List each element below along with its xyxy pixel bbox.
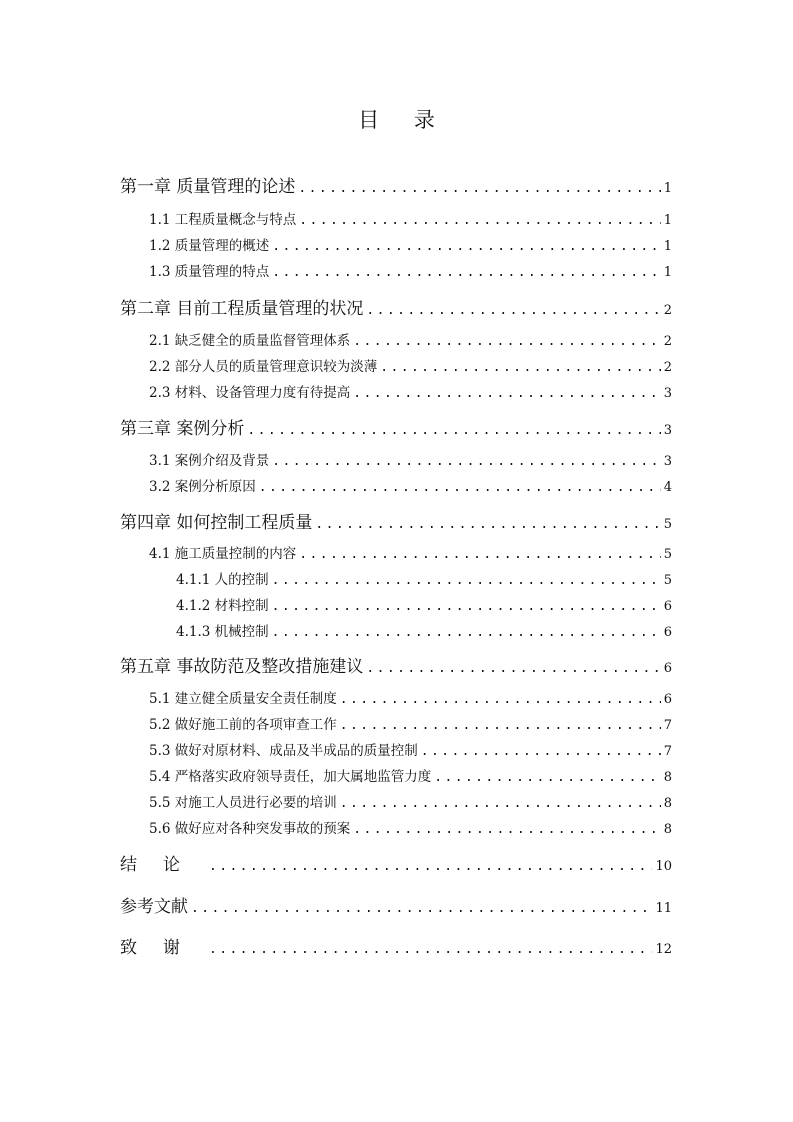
dot-leader <box>340 718 661 733</box>
toc-entry-label: 2.1 缺乏健全的质量监督管理体系 <box>149 333 351 349</box>
toc-entry[interactable] <box>149 355 672 375</box>
dot-leader <box>366 661 660 676</box>
toc-entry-page: 6 <box>663 661 672 676</box>
toc-entry-label: 第一章 质量管理的论述 <box>120 177 296 197</box>
toc-entry-page: 7 <box>663 718 672 733</box>
toc-entry-page: 7 <box>663 744 672 759</box>
dot-leader <box>353 334 660 349</box>
toc-entry[interactable] <box>120 850 672 875</box>
toc-entry[interactable] <box>149 449 672 469</box>
toc-entry-page: 3 <box>663 386 672 401</box>
dot-leader <box>353 386 660 401</box>
toc-entry[interactable] <box>149 791 672 811</box>
toc-entry[interactable] <box>149 713 672 733</box>
toc-entry-label: 5.5 对施工人员进行必要的培训 <box>149 795 337 811</box>
toc-entry-label: 2.3 材料、设备管理力度有待提高 <box>149 385 351 401</box>
toc-entry[interactable] <box>149 381 672 401</box>
toc-entry-label: 3.2 案例分析原因 <box>149 479 256 495</box>
dot-leader <box>259 480 661 495</box>
toc-entry-page: 8 <box>663 822 672 837</box>
toc-entry[interactable] <box>149 329 672 349</box>
toc-entry-page: 1 <box>663 239 672 254</box>
dot-leader <box>340 796 661 811</box>
toc-entry-page: 8 <box>663 796 672 811</box>
toc-entry-label: 结论 <box>120 855 206 875</box>
dot-leader <box>298 181 660 196</box>
toc-entry-page: 2 <box>663 360 672 375</box>
toc-title: 目 录 <box>358 108 449 132</box>
toc-entry[interactable] <box>176 620 672 640</box>
toc-entry[interactable] <box>120 933 672 958</box>
toc-entry-label: 参考文献 <box>120 897 188 917</box>
toc-entry[interactable] <box>149 687 672 707</box>
toc-entry-page: 1 <box>663 265 672 280</box>
toc-entry-page: 5 <box>663 547 672 562</box>
dot-leader <box>209 859 652 874</box>
toc-entry[interactable] <box>120 294 672 319</box>
toc-entry-label: 5.6 做好应对各种突发事故的预案 <box>149 821 351 837</box>
toc-entry-label: 1.3 质量管理的特点 <box>149 264 270 280</box>
toc-entry-page: 2 <box>663 303 672 318</box>
toc-entry[interactable] <box>120 414 672 439</box>
toc-entry-label: 4.1.3 机械控制 <box>176 624 269 640</box>
toc-entry-label: 4.1 施工质量控制的内容 <box>149 546 297 562</box>
toc-entry-page: 3 <box>663 423 672 438</box>
dot-leader <box>380 360 660 375</box>
toc-entry-page: 3 <box>663 454 672 469</box>
dot-leader <box>272 573 661 588</box>
toc-entry[interactable] <box>149 765 672 785</box>
dot-leader <box>247 423 660 438</box>
toc-entry[interactable] <box>149 739 672 759</box>
dot-leader <box>272 265 660 280</box>
dot-leader <box>209 942 652 957</box>
toc-entry[interactable] <box>120 172 672 197</box>
toc-entry-label: 4.1.2 材料控制 <box>176 598 269 614</box>
toc-entry[interactable] <box>176 568 672 588</box>
toc-entry-label: 第二章 目前工程质量管理的状况 <box>120 299 364 319</box>
toc-entry-label: 第五章 事故防范及整改措施建议 <box>120 657 364 677</box>
toc-entry-label: 5.1 建立健全质量安全责任制度 <box>149 691 337 707</box>
toc-entry-page: 2 <box>663 334 672 349</box>
toc-entry-label: 1.1 工程质量概念与特点 <box>149 212 297 228</box>
toc-entry[interactable] <box>149 817 672 837</box>
dot-leader <box>366 303 660 318</box>
toc-entry[interactable] <box>149 260 672 280</box>
dot-leader <box>299 547 660 562</box>
toc-entry-page: 8 <box>663 770 672 785</box>
toc-entry[interactable] <box>149 208 672 228</box>
toc-entry-page: 6 <box>663 599 672 614</box>
dot-leader <box>272 599 661 614</box>
dot-leader <box>434 770 660 785</box>
toc-entry-page: 6 <box>663 692 672 707</box>
toc-entry[interactable] <box>176 594 672 614</box>
toc-entry-page: 12 <box>655 942 672 957</box>
toc-entry-label: 3.1 案例介绍及背景 <box>149 453 270 469</box>
toc-entry-page: 1 <box>663 213 672 228</box>
dot-leader <box>299 213 660 228</box>
dot-leader <box>353 822 660 837</box>
toc-entry-label: 第四章 如何控制工程质量 <box>120 513 313 533</box>
toc-entry-page: 10 <box>655 859 672 874</box>
toc-entry[interactable] <box>120 508 672 533</box>
toc-entry-label: 5.2 做好施工前的各项审查工作 <box>149 717 337 733</box>
toc-entry[interactable] <box>149 475 672 495</box>
toc-entry[interactable] <box>120 892 672 917</box>
dot-leader <box>272 239 660 254</box>
toc-entry-page: 5 <box>663 517 672 532</box>
toc-entry[interactable] <box>149 542 672 562</box>
toc-entry-page: 6 <box>663 625 672 640</box>
toc-entry-label: 2.2 部分人员的质量管理意识较为淡薄 <box>149 359 378 375</box>
dot-leader <box>272 625 661 640</box>
toc-entry-label: 第三章 案例分析 <box>120 419 245 439</box>
toc-entry-label: 5.4 严格落实政府领导责任，加大属地监管力度 <box>149 769 432 785</box>
dot-leader <box>272 454 660 469</box>
dot-leader <box>340 692 661 707</box>
toc-entry-label: 1.2 质量管理的概述 <box>149 238 270 254</box>
toc-entry-page: 4 <box>663 480 672 495</box>
dot-leader <box>191 901 652 916</box>
toc-entry-label: 致谢 <box>120 938 206 958</box>
dot-leader <box>315 517 660 532</box>
toc-entry[interactable] <box>120 652 672 677</box>
toc-entry-page: 1 <box>663 181 672 196</box>
dot-leader <box>421 744 661 759</box>
toc-entry[interactable] <box>149 234 672 254</box>
toc-entry-page: 5 <box>663 573 672 588</box>
toc-entry-label: 5.3 做好对原材料、成品及半成品的质量控制 <box>149 743 418 759</box>
toc-entry-page: 11 <box>655 901 672 916</box>
toc-entry-label: 4.1.1 人的控制 <box>176 572 269 588</box>
